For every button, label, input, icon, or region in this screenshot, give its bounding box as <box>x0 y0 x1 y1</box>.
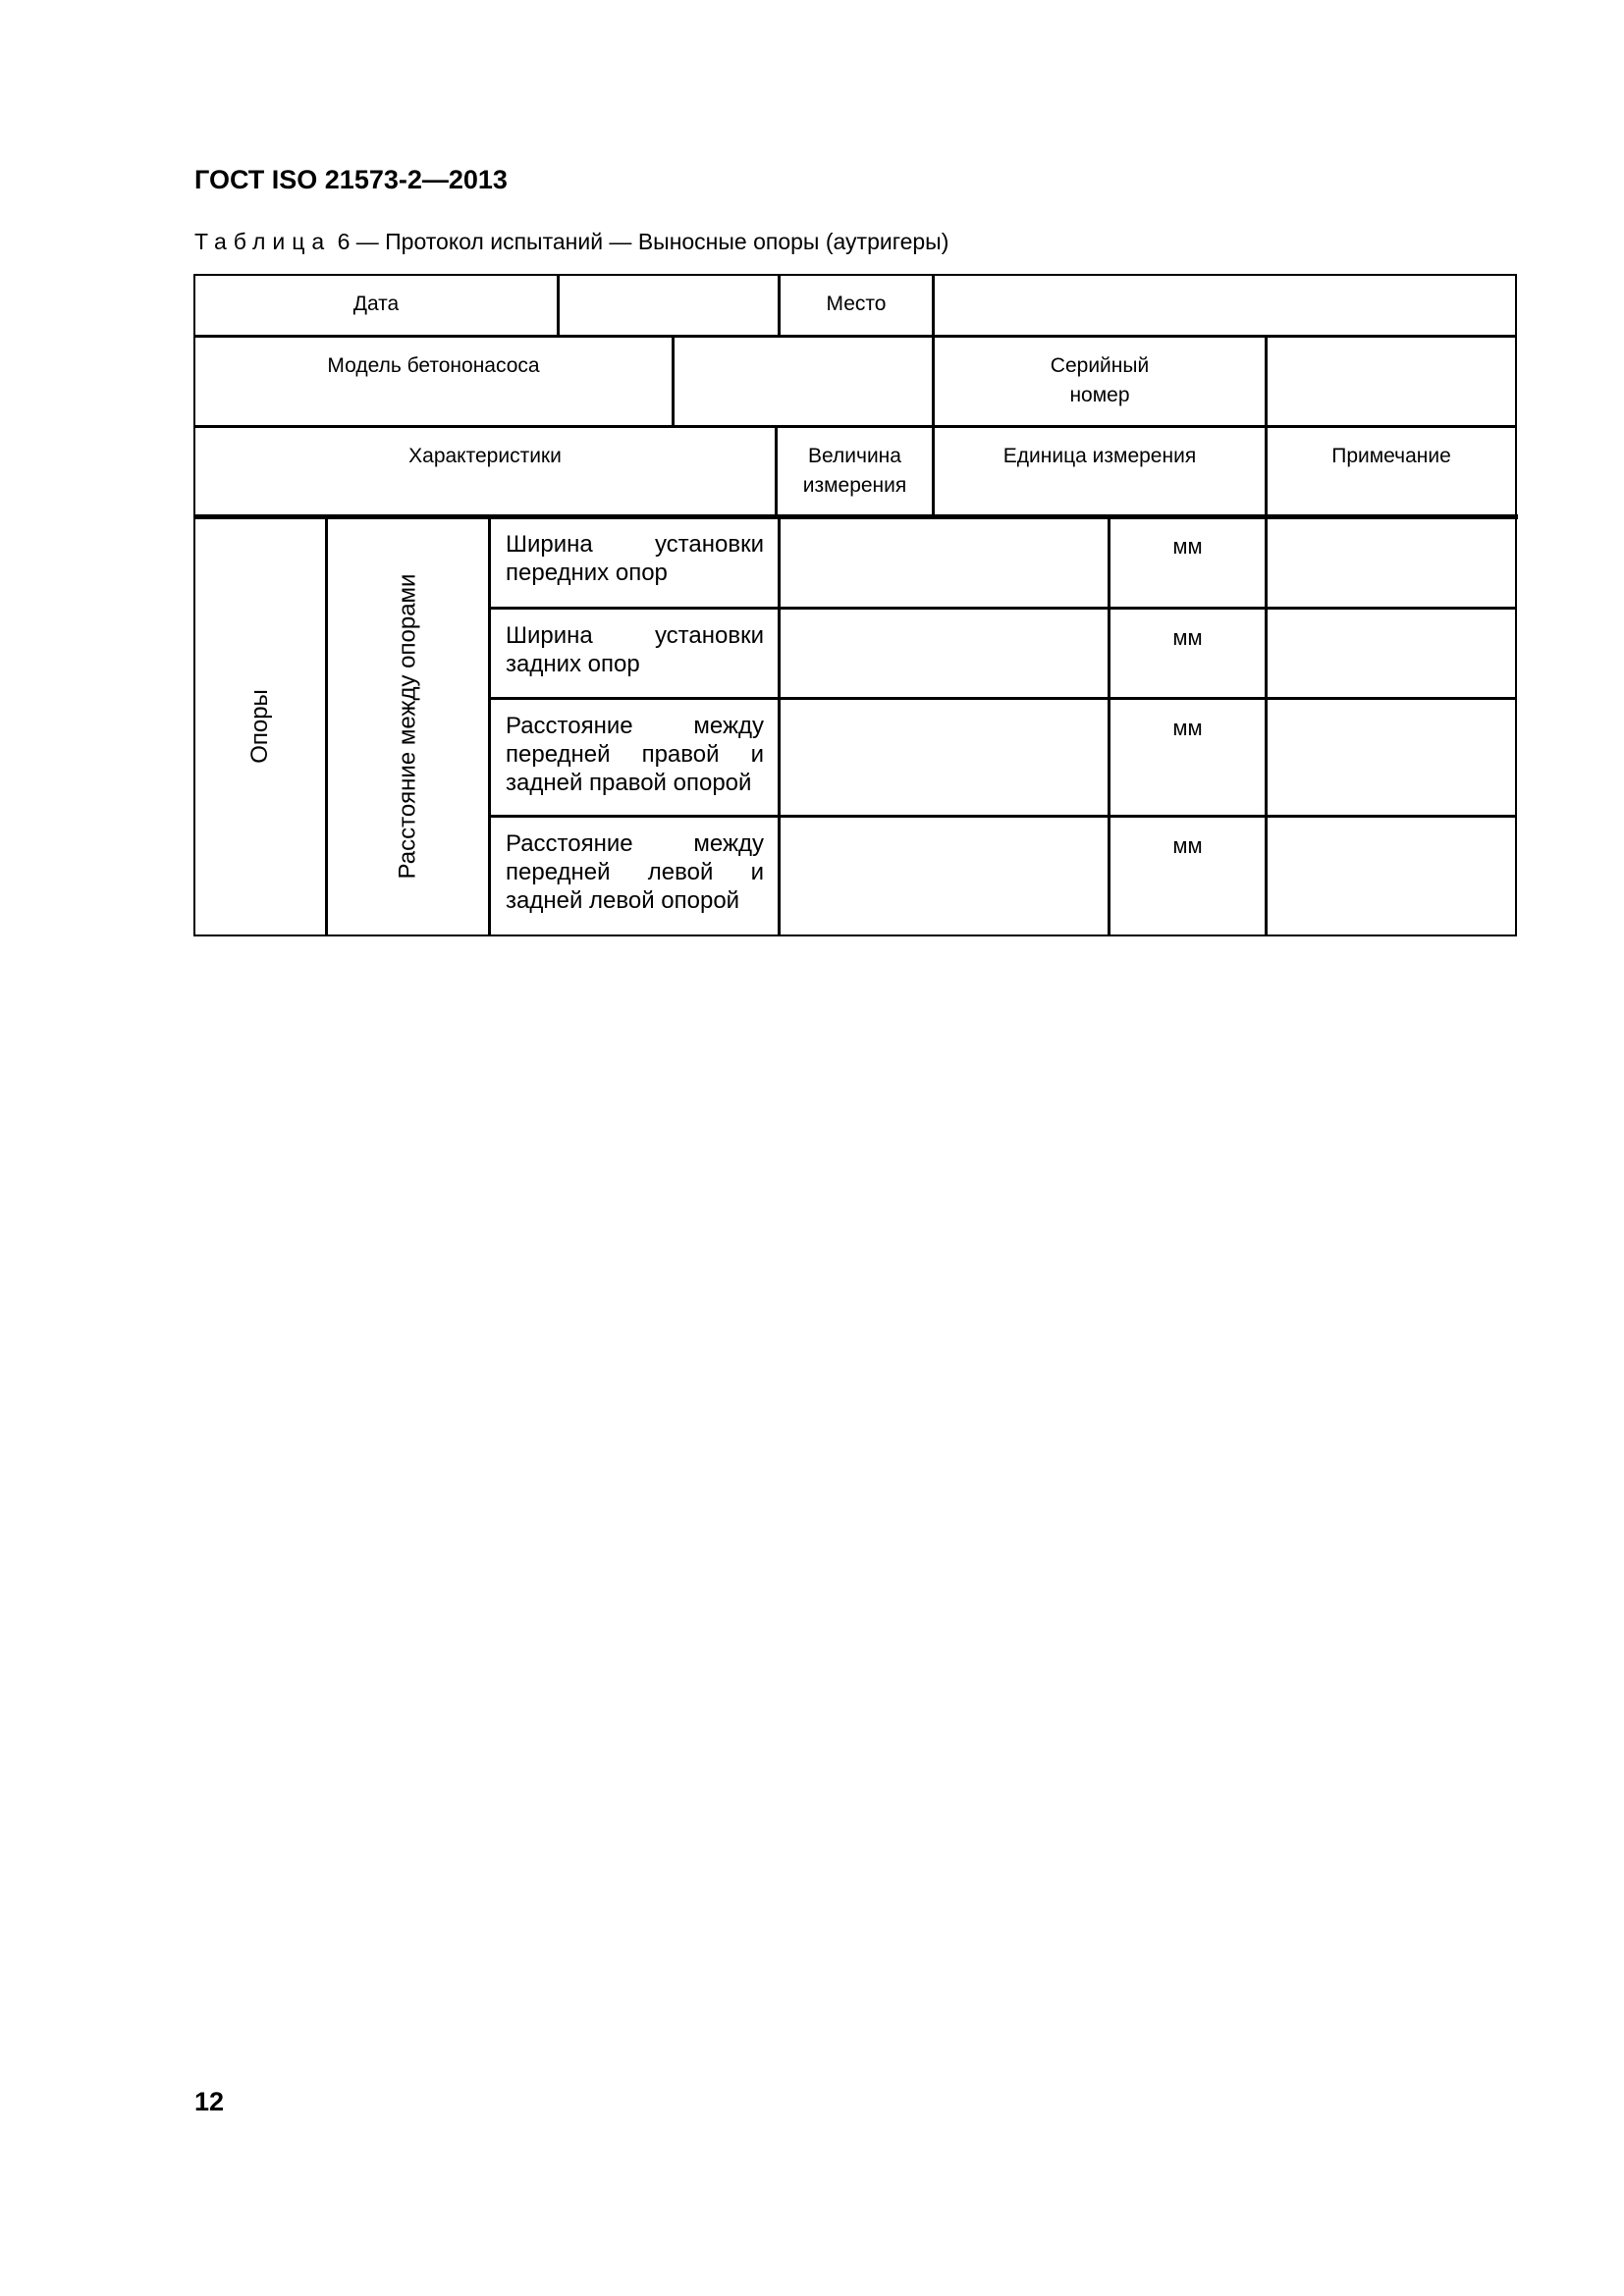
place-label: Место <box>779 274 934 337</box>
row-name: Ширина установки задних опор <box>489 608 780 699</box>
row-name: Расстояние между передней правой и задней правой опорой <box>489 698 780 817</box>
row-value[interactable] <box>779 698 1110 817</box>
row-note[interactable] <box>1266 608 1517 699</box>
row-value[interactable] <box>779 816 1110 936</box>
row-unit: мм <box>1109 516 1267 609</box>
col-value: Величина измерения <box>776 426 934 516</box>
page-number: 12 <box>194 2087 225 2116</box>
document-code: ГОСТ ISO 21573-2—2013 <box>194 165 508 194</box>
row-unit: мм <box>1109 608 1267 699</box>
subgroup-text: Расстояние между опорами <box>394 573 421 880</box>
row-note[interactable] <box>1266 698 1517 817</box>
row-note[interactable] <box>1266 516 1517 609</box>
col-unit: Единица измерения <box>933 426 1267 516</box>
caption-label: Таблица <box>194 229 332 254</box>
group-text: Опоры <box>245 689 273 764</box>
row-name: Расстояние между передней левой и задней левой опорой <box>489 816 780 936</box>
place-value[interactable] <box>933 274 1517 337</box>
serial-value[interactable] <box>1266 336 1517 427</box>
row-value[interactable] <box>779 608 1110 699</box>
serial-label: Серийный номер <box>933 336 1267 427</box>
col-note: Примечание <box>1266 426 1517 516</box>
model-label: Модель бетононасоса <box>193 336 674 427</box>
table-caption <box>194 229 948 255</box>
row-name: Ширина установки передних опор <box>489 516 780 609</box>
row-value[interactable] <box>779 516 1110 609</box>
row-unit: мм <box>1109 698 1267 817</box>
date-label: Дата <box>193 274 559 337</box>
model-value[interactable] <box>673 336 934 427</box>
group-label <box>193 516 327 936</box>
row-note[interactable] <box>1266 816 1517 936</box>
row-unit: мм <box>1109 816 1267 936</box>
date-value[interactable] <box>558 274 780 337</box>
caption-text: 6 — Протокол испытаний — Выносные опоры (аутригеры) <box>337 229 949 254</box>
col-characteristics: Характеристики <box>193 426 777 516</box>
subgroup-label <box>326 516 490 936</box>
